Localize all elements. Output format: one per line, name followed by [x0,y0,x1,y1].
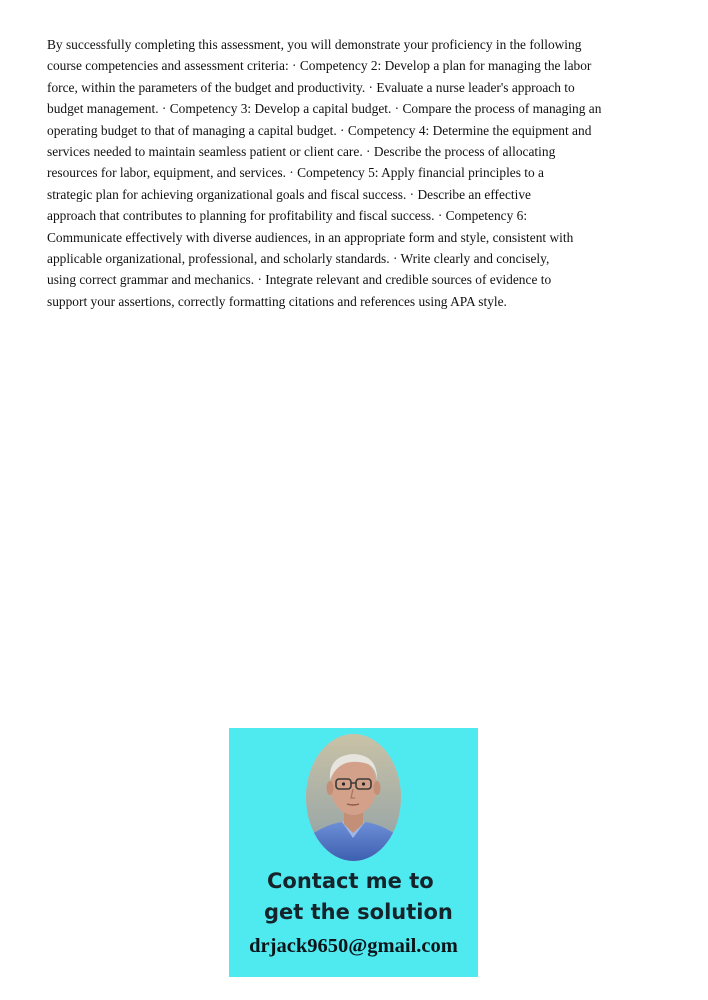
promo-heading-line-1: Contact me to [267,869,434,893]
assessment-paragraph [47,34,667,312]
promo-heading-line-2: get the solution [264,900,453,924]
paragraph-line: resources for labor, equipment, and services. · Competency 5: Apply financial principles to a [47,165,544,181]
paragraph-line: force, within the parameters of the budget and productivity. · Evaluate a nurse leader's approach to [47,79,575,95]
contact-email: drjack9650@gmail.com [249,935,458,957]
paragraph-line: support your assertions, correctly formatting citations and references using APA style. [47,293,507,309]
paragraph-line: services needed to maintain seamless patient or client care. · Describe the process of allocating [47,144,556,160]
author-portrait [306,734,401,861]
paragraph-line: operating budget to that of managing a capital budget. · Competency 4: Determine the equipment and [47,122,592,138]
paragraph-line: Communicate effectively with diverse audiences, in an appropriate form and style, consistent with [47,229,574,245]
paragraph-line: approach that contributes to planning for profitability and fiscal success. · Competency 6: [47,208,528,224]
person-portrait-icon [306,734,401,861]
paragraph-line: By successfully completing this assessment, you will demonstrate your proficiency in the following [47,37,582,52]
paragraph-line: budget management. · Competency 3: Develop a capital budget. · Compare the process of managing an [47,101,602,117]
paragraph-line: strategic plan for achieving organizational goals and fiscal success. · Describe an effective [47,186,531,202]
paragraph-line: applicable organizational, professional, and scholarly standards. · Write clearly and concisely, [47,251,550,267]
paragraph-line: course competencies and assessment criteria: · Competency 2: Develop a plan for managing the labor [47,58,592,74]
contact-promo-banner [229,728,478,977]
paragraph-line: using correct grammar and mechanics. · Integrate relevant and credible sources of evidence to [47,272,552,288]
